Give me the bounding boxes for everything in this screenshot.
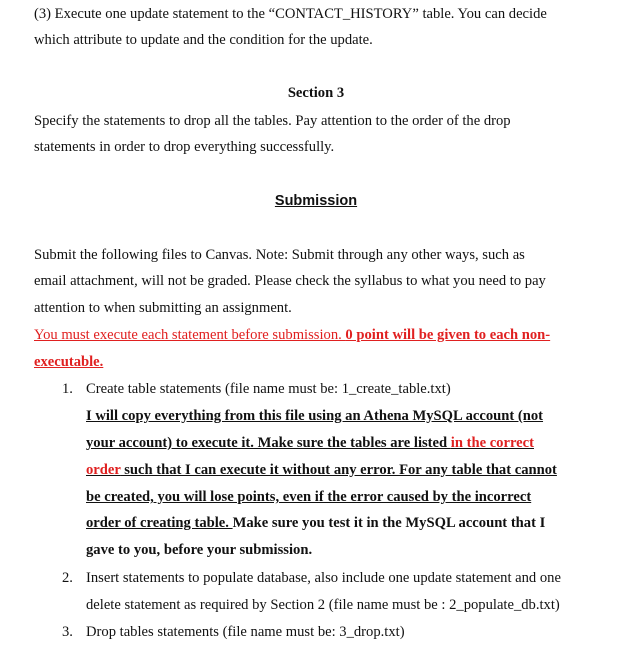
- test-mysql-text: Make sure you test it in the MySQL account that I: [232, 515, 546, 531]
- warning-zero-point-text: 0 point will be given to each non-: [345, 327, 551, 343]
- list-item-number-3: 3.: [62, 624, 73, 640]
- list-item-number-2: 2.: [62, 570, 73, 586]
- correct-order-text: in the correct: [450, 435, 534, 451]
- tables-listed-text: your account) to execute it. Make sure the tables are listed: [86, 435, 451, 451]
- submission-line-2: email attachment, will not be graded. Please check the syllabus to what you need to pay: [34, 273, 546, 289]
- section3-line-1: Specify the statements to drop all the tables. Pay attention to the order of the drop: [34, 113, 511, 129]
- submission-line-1: Submit the following files to Canvas. Note: Submit through any other ways, such as: [34, 247, 525, 263]
- list-item-1-bold-line-5: [86, 514, 545, 532]
- section2-line-2: which attribute to update and the condition for the update.: [34, 32, 373, 48]
- section2-line-1: (3) Execute one update statement to the “CONTACT_HISTORY” table. You can decide: [34, 6, 547, 22]
- list-item-1-bold-line-3: [86, 461, 557, 479]
- list-item-1-bold-line-2: [86, 434, 534, 452]
- list-item-1-bold-line-1: I will copy everything from this file using an Athena MySQL account (not: [86, 408, 544, 424]
- submission-heading: Submission: [274, 193, 358, 209]
- list-item-2-line-2: delete statement as required by Section 2 (file name must be : 2_populate_db.txt): [86, 597, 560, 613]
- list-item-1-bold-line-6: gave to you, before your submission.: [86, 542, 313, 558]
- warning-execute-text: You must execute each statement before submission.: [34, 327, 346, 343]
- submission-warning-line-1: [34, 326, 550, 344]
- submission-line-3: attention to when submitting an assignment.: [34, 300, 292, 316]
- list-item-1-title: Create table statements (file name must be: 1_create_table.txt): [86, 381, 451, 397]
- list-item-1-bold-line-4: be created, you will lose points, even if the error caused by the incorrect: [86, 489, 532, 505]
- submission-warning-line-2: executable.: [34, 354, 104, 370]
- list-item-3-line-1: Drop tables statements (file name must be: 3_drop.txt): [86, 624, 405, 640]
- section3-heading: Section 3: [287, 85, 345, 101]
- without-error-text: such that I can execute it without any error. For any table that cannot: [120, 462, 557, 478]
- list-item-2-line-1: Insert statements to populate database, also include one update statement and one: [86, 570, 561, 586]
- order-of-creating-text: order of creating table.: [86, 515, 233, 531]
- section3-line-2: statements in order to drop everything successfully.: [34, 139, 335, 155]
- list-item-number-1: 1.: [62, 381, 73, 397]
- order-text: order: [86, 462, 121, 478]
